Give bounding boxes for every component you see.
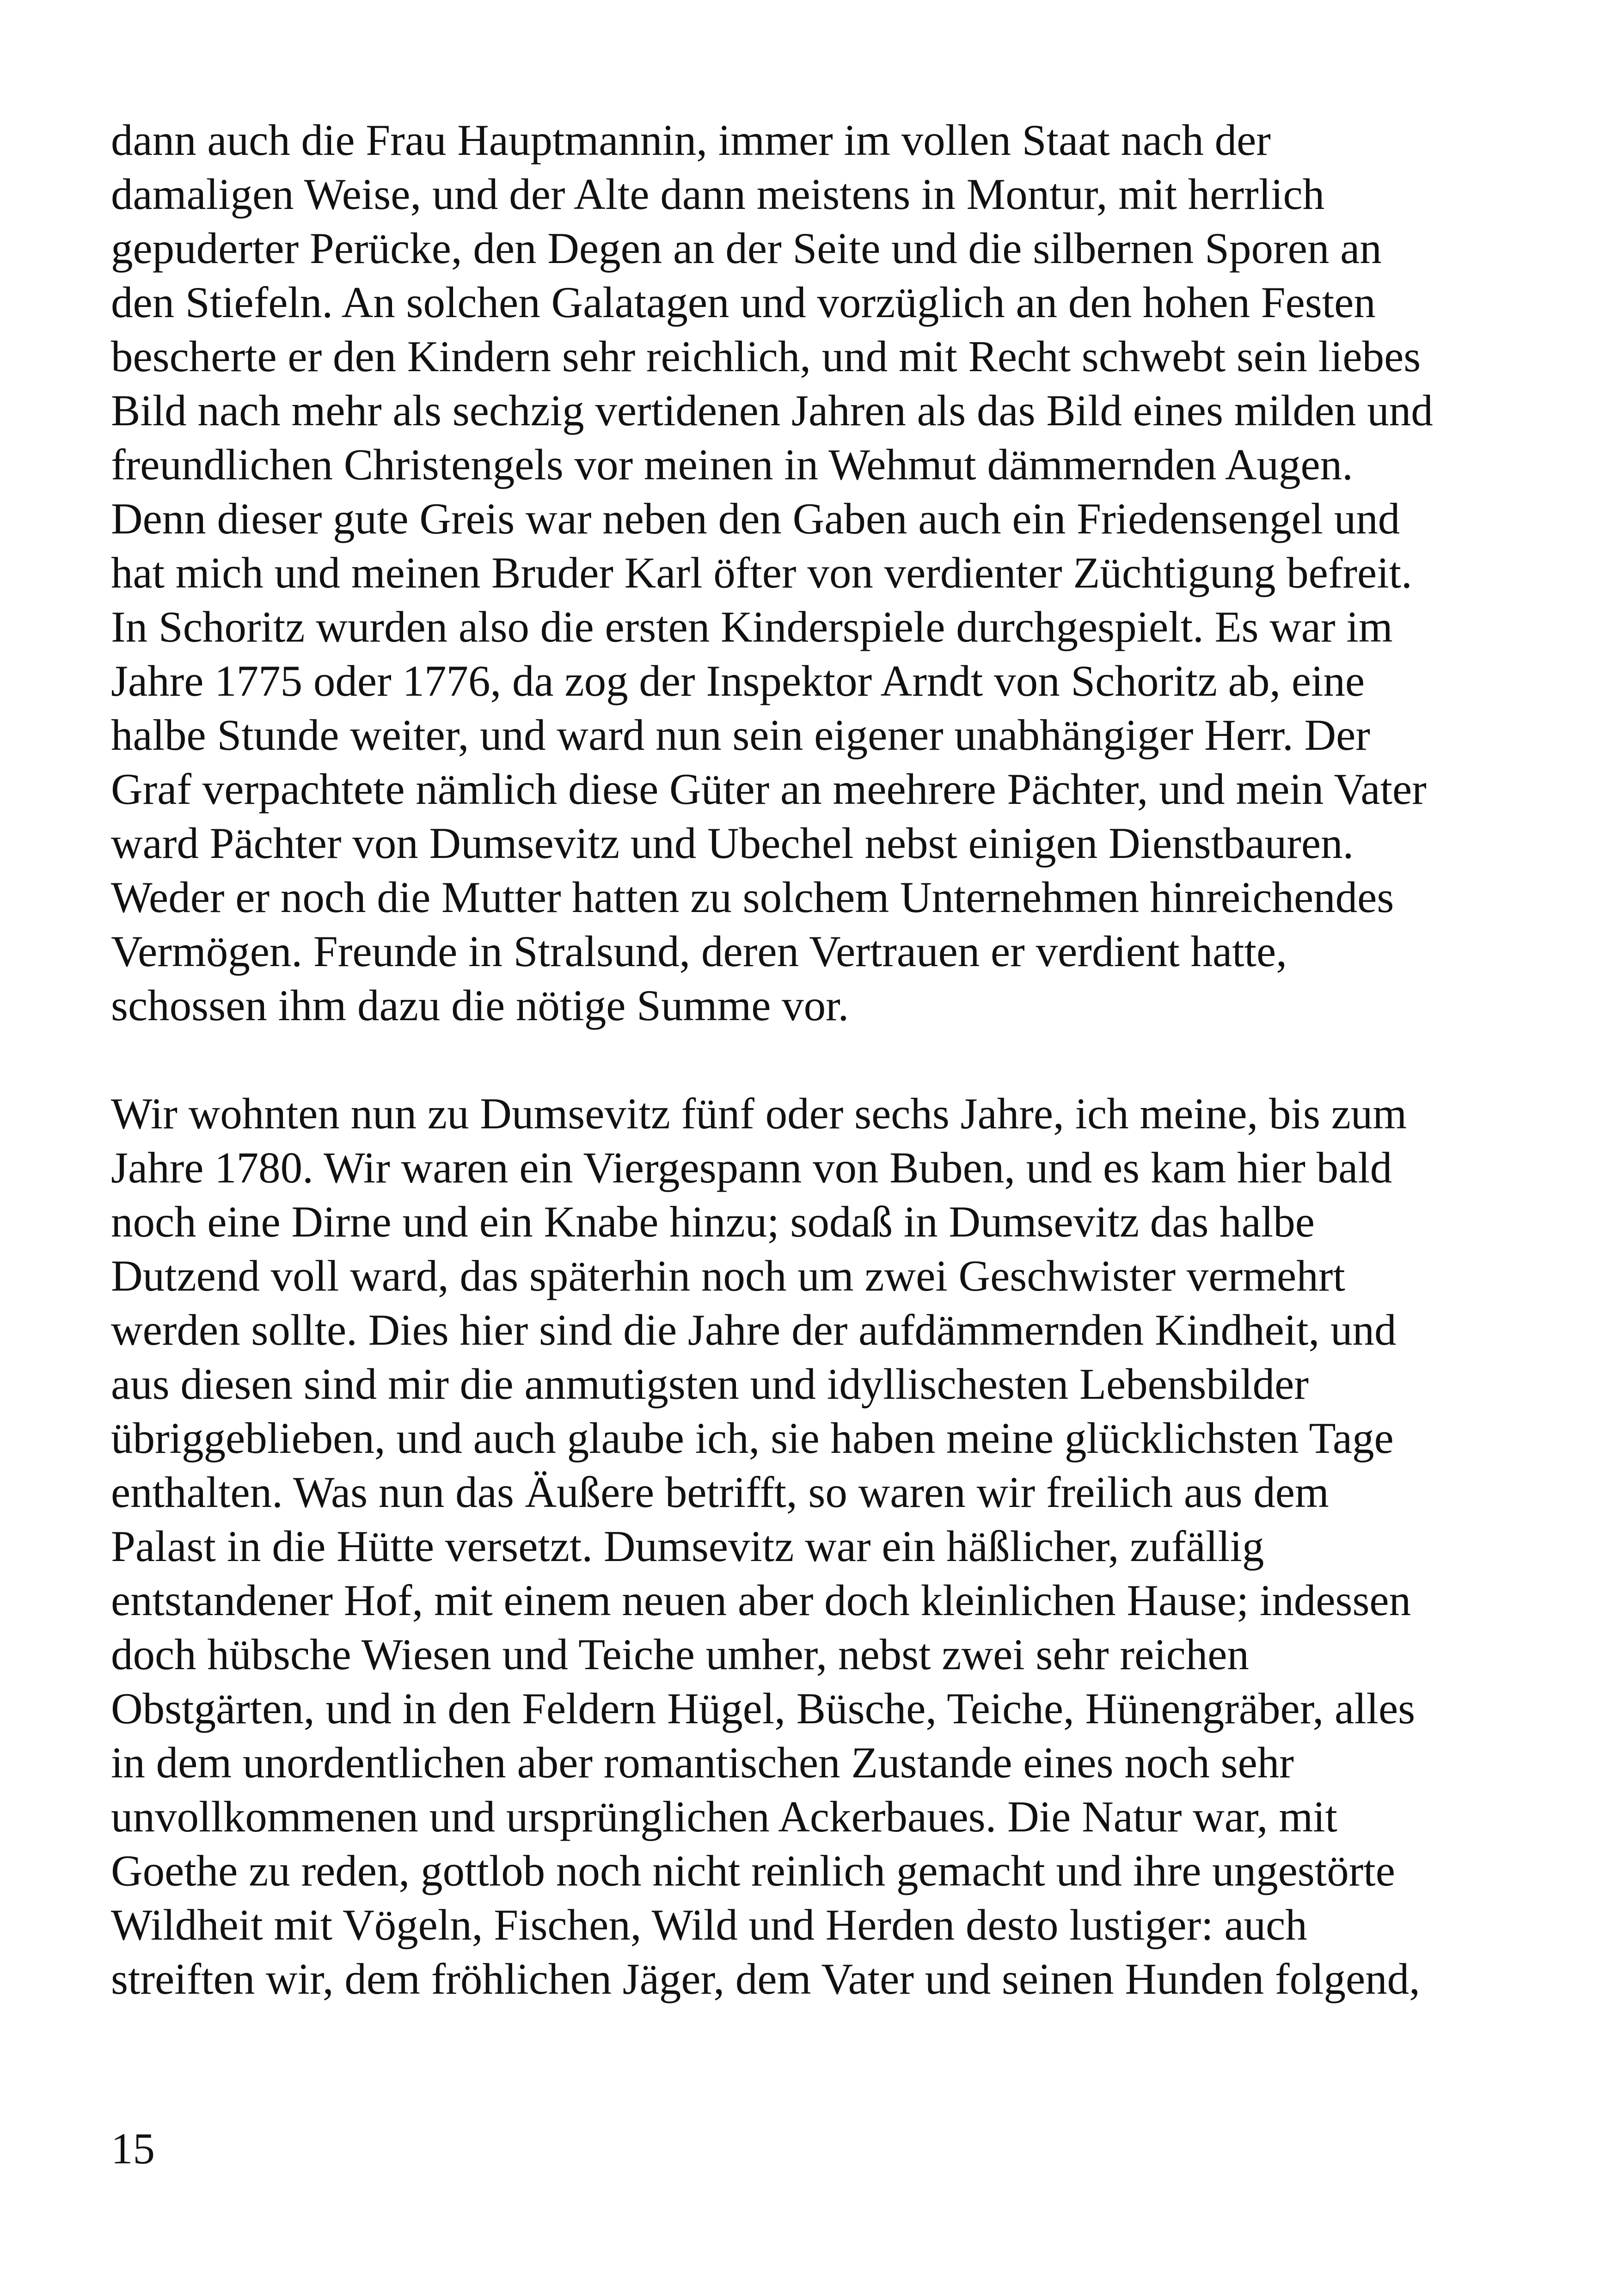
- body-text: [111, 113, 1516, 2006]
- text-line: streiften wir, dem fröhlichen Jäger, dem Vater und seinen Hunden folgend,: [111, 1954, 1420, 2003]
- text-line: Obstgärten, und in den Feldern Hügel, Büsche, Teiche, Hünengräber, alles: [111, 1684, 1416, 1733]
- paragraph-1: [111, 113, 1516, 1033]
- text-line: Denn dieser gute Greis war neben den Gaben auch ein Friedensengel und: [111, 494, 1400, 543]
- text-line: freundlichen Christengels vor meinen in Wehmut dämmernden Augen.: [111, 440, 1353, 489]
- text-line: Wildheit mit Vögeln, Fischen, Wild und Herden desto lustiger: auch: [111, 1900, 1307, 1949]
- text-line: Goethe zu reden, gottlob noch nicht reinlich gemacht und ihre ungestörte: [111, 1846, 1395, 1895]
- text-line: noch eine Dirne und ein Knabe hinzu; sodaß in Dumsevitz das halbe: [111, 1197, 1315, 1246]
- page-number: 15: [111, 2124, 155, 2173]
- text-line: entstandener Hof, mit einem neuen aber doch kleinlichen Hause; indessen: [111, 1576, 1411, 1625]
- text-line: Bild nach mehr als sechzig vertidenen Jahren als das Bild eines milden und: [111, 386, 1433, 435]
- text-line: hat mich und meinen Bruder Karl öfter von verdienter Züchtigung befreit.: [111, 548, 1412, 597]
- text-line: Palast in die Hütte versetzt. Dumsevitz war ein häßlicher, zufällig: [111, 1522, 1264, 1571]
- text-line: dann auch die Frau Hauptmannin, immer im vollen Staat nach der: [111, 116, 1271, 165]
- text-line: Weder er noch die Mutter hatten zu solchem Unternehmen hinreichendes: [111, 873, 1394, 922]
- text-line: aus diesen sind mir die anmutigsten und idyllischesten Lebensbilder: [111, 1359, 1309, 1408]
- text-line: unvollkommenen und ursprünglichen Ackerbaues. Die Natur war, mit: [111, 1792, 1337, 1841]
- text-line: schossen ihm dazu die nötige Summe vor.: [111, 981, 849, 1030]
- text-line: Graf verpachtete nämlich diese Güter an meehrere Pächter, und mein Vater: [111, 765, 1427, 814]
- text-line: Jahre 1780. Wir waren ein Viergespann von Buben, und es kam hier bald: [111, 1143, 1392, 1192]
- text-line: doch hübsche Wiesen und Teiche umher, nebst zwei sehr reichen: [111, 1630, 1249, 1679]
- text-line: enthalten. Was nun das Äußere betrifft, so waren wir freilich aus dem: [111, 1468, 1329, 1517]
- text-line: In Schoritz wurden also die ersten Kinderspiele durchgespielt. Es war im: [111, 602, 1393, 651]
- paragraph-2: [111, 1087, 1516, 2006]
- text-line: Vermögen. Freunde in Stralsund, deren Vertrauen er verdient hatte,: [111, 927, 1287, 976]
- paragraph-spacer: [111, 1033, 1516, 1087]
- text-line: halbe Stunde weiter, und ward nun sein eigener unabhängiger Herr. Der: [111, 710, 1370, 759]
- text-line: Jahre 1775 oder 1776, da zog der Inspektor Arndt von Schoritz ab, eine: [111, 656, 1365, 705]
- text-line: damaligen Weise, und der Alte dann meistens in Montur, mit herrlich: [111, 170, 1325, 219]
- text-line: Dutzend voll ward, das späterhin noch um zwei Geschwister vermehrt: [111, 1251, 1345, 1300]
- text-line: in dem unordentlichen aber romantischen Zustande eines noch sehr: [111, 1738, 1294, 1787]
- text-line: ward Pächter von Dumsevitz und Ubechel nebst einigen Dienstbauren.: [111, 819, 1354, 868]
- text-line: übriggeblieben, und auch glaube ich, sie haben meine glücklichsten Tage: [111, 1414, 1394, 1463]
- text-line: bescherte er den Kindern sehr reichlich, und mit Recht schwebt sein liebes: [111, 332, 1421, 381]
- text-line: Wir wohnten nun zu Dumsevitz fünf oder sechs Jahre, ich meine, bis zum: [111, 1089, 1407, 1138]
- text-line: den Stiefeln. An solchen Galatagen und vorzüglich an den hohen Festen: [111, 278, 1376, 327]
- text-line: werden sollte. Dies hier sind die Jahre der aufdämmernden Kindheit, und: [111, 1305, 1397, 1354]
- text-line: gepuderter Perücke, den Degen an der Seite und die silbernen Sporen an: [111, 224, 1382, 273]
